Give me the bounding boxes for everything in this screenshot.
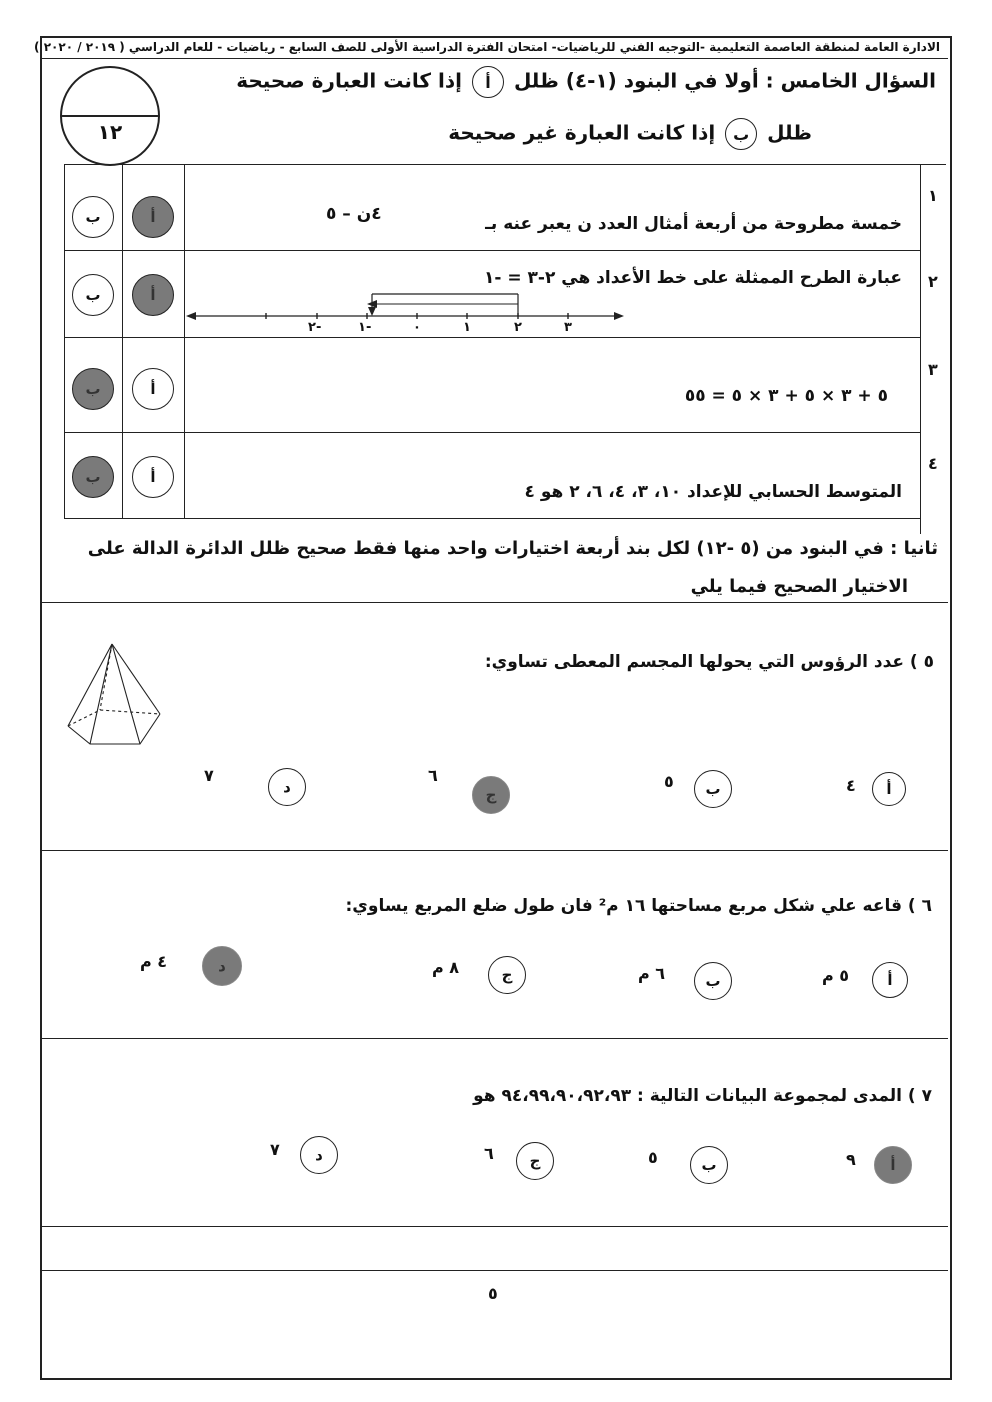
number-line-labels — [186, 320, 626, 344]
section2-title-line1: ثانيا : في البنود من (٥ -١٢) لكل بند أربعة اختيارات واحد منها فقط صحيح ظلل الدائرة الدالة على — [87, 538, 938, 559]
row-number: ٤ — [928, 454, 938, 473]
row2-option-a[interactable]: أ — [132, 274, 174, 316]
question-6-text: ٦ ) قاعه علي شكل مربع مساحتها ١٦ م² فان طول ضلع المربع يساوي: — [345, 896, 932, 916]
q6-option-b-value: ٦ م — [638, 964, 666, 983]
q7-option-c[interactable]: ج — [516, 1142, 554, 1180]
section1-title: السؤال الخامس : أولا في البنود (١-٤) ظلل أ إذا كانت العبارة صحيحة — [236, 66, 936, 98]
q7-option-a[interactable]: أ — [874, 1146, 912, 1184]
q6-option-c-value: ٨ م — [432, 958, 460, 977]
tick-label: ١ — [463, 320, 471, 335]
title-circle-b: ب — [725, 118, 757, 150]
q7-option-a-value: ٩ — [846, 1150, 856, 1169]
q5-option-c[interactable]: ج — [472, 776, 510, 814]
statement-3: ٥ + ٣ × ٥ + ٣ × ٥ = ٥٥ — [684, 386, 888, 406]
statement-1: خمسة مطروحة من أربعة أمثال العدد ن يعبر عنه بـ — [485, 214, 902, 234]
q6-option-c[interactable]: ج — [488, 956, 526, 994]
header-text: الادارة العامة لمنطقة العاصمة التعليمية -التوجيه الفني للرياضيات- امتحان الفترة الدراسية الأولى للصف السابع - رياضيات - للعام الدراسي ( ٢٠١٩ / ٢٠٢٠ ) — [34, 40, 940, 54]
section-divider — [42, 850, 948, 851]
tick-label: ٠ — [413, 320, 421, 335]
page-number: ٥ — [488, 1284, 498, 1303]
row3-option-b[interactable]: ب — [72, 368, 114, 410]
header-divider — [42, 58, 948, 59]
q7-option-b-value: ٥ — [648, 1148, 658, 1167]
tick-label: ٢- — [308, 320, 322, 335]
q7-option-c-value: ٦ — [484, 1144, 494, 1163]
section-divider — [42, 1226, 948, 1227]
q7-option-b[interactable]: ب — [690, 1146, 728, 1184]
q5-option-b-value: ٥ — [664, 772, 674, 791]
q6-option-d[interactable]: د — [202, 946, 242, 986]
q6-option-a-value: ٥ م — [822, 966, 850, 985]
title-circle-a: أ — [472, 66, 504, 98]
question-5-text: ٥ ) عدد الرؤوس التي يحولها المجسم المعطى تساوي: — [484, 652, 934, 672]
row2-option-b[interactable]: ب — [72, 274, 114, 316]
row-number: ٢ — [928, 272, 938, 291]
q5-option-c-value: ٦ — [428, 766, 438, 785]
q6-option-b[interactable]: ب — [694, 962, 732, 1000]
q7-option-d-value: ٧ — [270, 1140, 280, 1159]
row4-option-b[interactable]: ب — [72, 456, 114, 498]
q5-option-a[interactable]: أ — [872, 772, 906, 806]
q5-option-d-value: ٧ — [204, 766, 214, 785]
q6-option-d-value: ٤ م — [140, 952, 168, 971]
q7-option-d[interactable]: د — [300, 1136, 338, 1174]
section-divider — [42, 1038, 948, 1039]
section1-subtitle: ظلل ب إذا كانت العبارة غير صحيحة — [448, 118, 812, 150]
tick-label: ٢ — [514, 320, 522, 335]
statement-4: المتوسط الحسابي للإعداد ١٠، ٣، ٤، ٦، ٢ هو ٤ — [524, 482, 902, 502]
score-value: ١٢ — [97, 120, 123, 144]
section-divider — [42, 1270, 948, 1271]
row-number: ١ — [928, 186, 938, 205]
row4-option-a[interactable]: أ — [132, 456, 174, 498]
q5-option-d[interactable]: د — [268, 768, 306, 806]
row1-option-a[interactable]: أ — [132, 196, 174, 238]
pyramid-figure — [60, 640, 170, 752]
section2-title-line2: الاختيار الصحيح فيما يلي — [690, 576, 908, 597]
q6-option-a[interactable]: أ — [872, 962, 908, 998]
q5-option-a-value: ٤ — [846, 776, 856, 795]
question-7-text: ٧ ) المدى لمجموعة البيانات التالية : ٩٤،٩٩،٩٠،٩٢،٩٣ هو — [473, 1086, 932, 1106]
row3-option-a[interactable]: أ — [132, 368, 174, 410]
row-number: ٣ — [928, 360, 938, 379]
row1-option-b[interactable]: ب — [72, 196, 114, 238]
tick-label: ٣ — [564, 320, 572, 335]
q5-option-b[interactable]: ب — [694, 770, 732, 808]
statement-1-expr: ٤ن – ٥ — [326, 204, 382, 224]
section-divider — [42, 602, 948, 603]
tick-label: ١- — [358, 320, 372, 335]
statement-2: عبارة الطرح الممثلة على خط الأعداد هي ٢-٣ = -١ — [483, 268, 902, 288]
score-circle — [60, 66, 160, 166]
